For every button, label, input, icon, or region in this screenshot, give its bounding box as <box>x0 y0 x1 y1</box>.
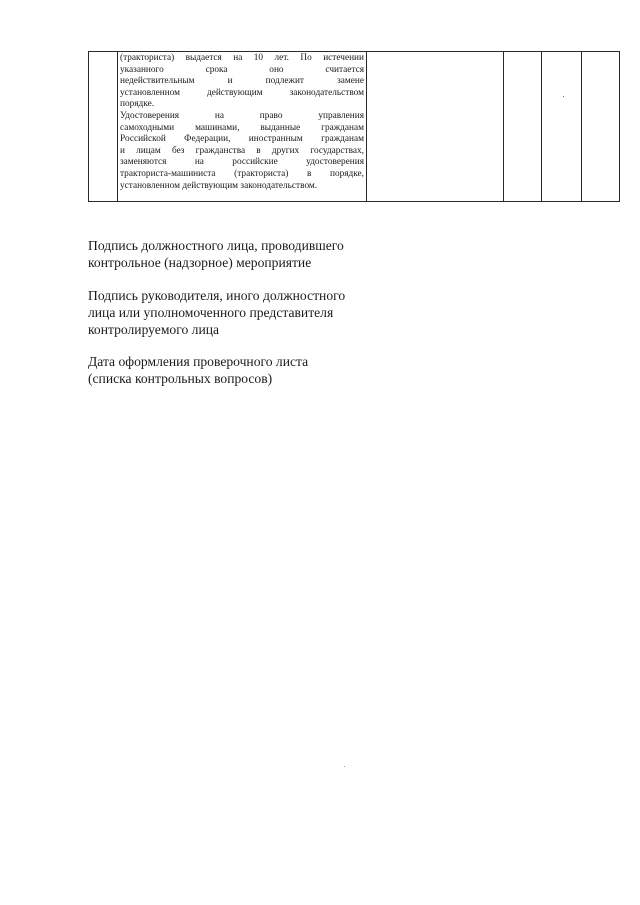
controlled-person-signature-label <box>88 287 345 338</box>
inspector-signature-label <box>88 237 344 271</box>
cell-line: самоходными машинами, выданные гражданам <box>120 122 364 133</box>
checklist-date-label <box>88 353 308 387</box>
scan-dot <box>344 766 345 767</box>
cell-line: установленном действующим законодательством <box>120 87 364 98</box>
column-divider <box>117 52 118 201</box>
column-divider <box>581 52 582 201</box>
signature-line: Дата оформления проверочного листа <box>88 354 309 369</box>
signature-line: Подпись руководителя, иного должностного <box>88 288 346 303</box>
cell-line: недействительным и подлежит замене <box>120 76 364 87</box>
cell-line: (тракториста) выдается на 10 лет. По истечении <box>120 53 364 63</box>
cell-line: Удостоверения на право управления <box>120 110 364 121</box>
cell-line: и лицам без гражданства в других государствах, <box>120 145 364 156</box>
cell-line: Российской Федерации, иностранным гражданам <box>120 134 364 145</box>
signature-line: контролируемого лица <box>88 322 220 337</box>
signature-line: лица или уполномоченного представителя <box>88 305 334 320</box>
cell-line: установленном действующим законодательством. <box>120 180 318 191</box>
cell-line: тракториста-машиниста (тракториста) в порядке, <box>120 168 364 179</box>
scan-mark <box>563 96 564 97</box>
cell-line: порядке. <box>120 99 155 110</box>
requirement-cell-text <box>120 53 364 192</box>
column-divider <box>366 52 367 201</box>
signature-line: Подпись должностного лица, проводившего <box>88 238 344 253</box>
column-divider <box>503 52 504 201</box>
signature-line: (списка контрольных вопросов) <box>88 371 273 386</box>
cell-line: заменяются на российские удостоверения <box>120 157 364 168</box>
cell-line: указанного срока оно считается <box>120 64 364 75</box>
column-divider <box>541 52 542 201</box>
signature-line: контрольное (надзорное) мероприятие <box>88 255 312 270</box>
